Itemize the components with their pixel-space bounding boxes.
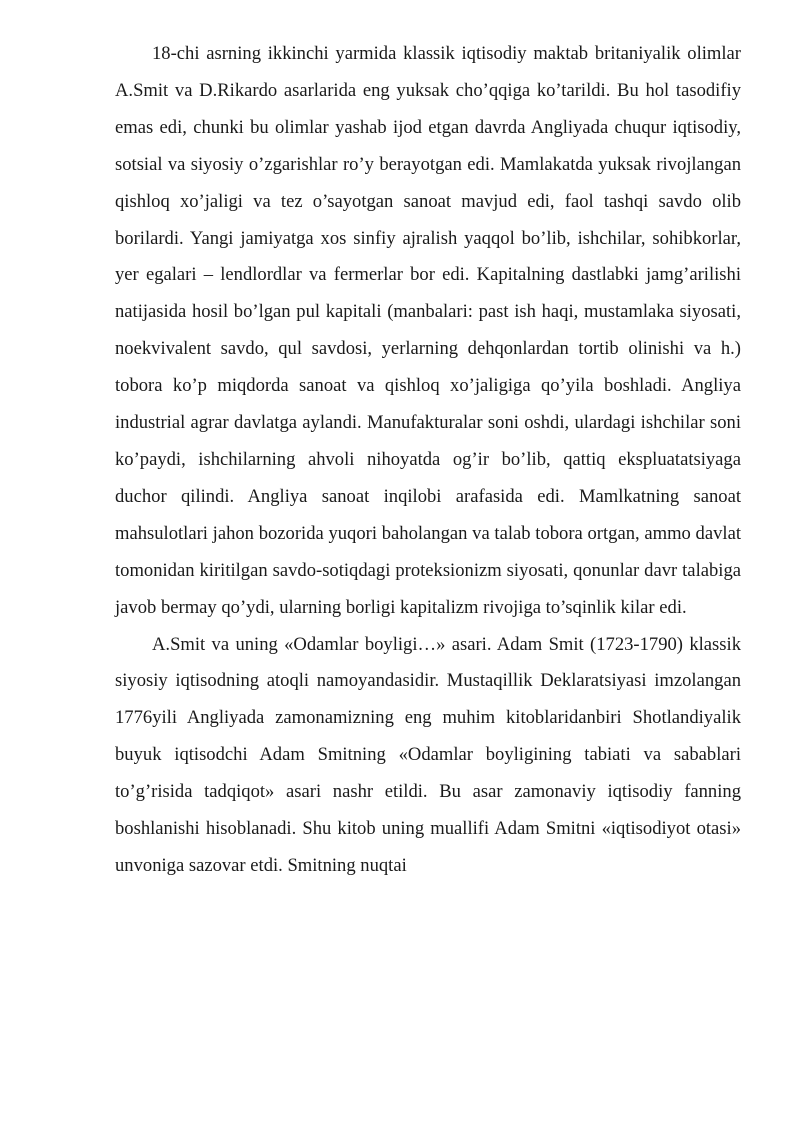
paragraph-1: 18-chi asrning ikkinchi yarmida klassik iqtisodiy maktab britaniyalik olimlar A.Smit va D.Rikardo asarlarida eng yuksak cho’qqiga ko’tarildi. Bu hol tasodifiy emas edi, chunki bu olimlar yashab ijod etgan davrda Angliyada chuqur iqtisodiy, sotsial va siyosiy o’zgarishlar ro’y berayotgan edi. Mamlakatda yuksak rivojlangan qishloq xo’jaligi va tez o’sayotgan sanoat mavjud edi, faol tashqi savdo olib borilardi. Yangi jamiyatga xos sinfiy ajralish yaqqol bo’lib, ishchilar, sohibkorlar, yer egalari – lendlordlar va fermerlar bor edi. Kapitalning dastlabki jamg’arilishi natijasida hosil bo’lgan pul kapitali (manbalari: past ish haqi, mustamlaka siyosati, noekvivalent savdo, qul savdosi, yerlarning dehqonlardan tortib olinishi va h.) tobora ko’p miqdorda sanoat va qishloq xo’jaligiga qo’yila boshladi. Angliya industrial agrar davlatga aylandi. Manufakturalar soni oshdi, ulardagi ishchilar soni ko’paydi, ishchilarning ahvoli nihoyatda og’ir bo’lib, qattiq ekspluatatsiyaga duchor qilindi. Angliya sanoat inqilobi arafasida edi. Mamlkatning sanoat mahsulotlari jahon bozorida yuqori baholangan va talab tobora ortgan, ammo davlat tomonidan kiritilgan savdo-sotiqdagi proteksionizm siyosati, qonunlar davr talabiga javob bermay qo’ydi, ularning borligi kapitalizm rivojiga to’sqinlik kilar edi.	[115, 43, 741, 618]
paragraph-2: A.Smit va uning «Odamlar boyligi…» asari. Adam Smit (1723-1790) klassik siyosiy iqtisodning atoqli namoyandasidir. Mustaqillik Deklaratsiyasi imzolangan 1776yili Angliyada zamonamizning eng muhim kitoblaridanbiri Shotlandiyalik buyuk iqtisodchi Adam Smitning «Odamlar boyligining tabiati va sabablari to’g’risida tadqiqot» asari nashr etildi. Bu asar zamonaviy iqtisodiy fanning boshlanishi hisoblanadi. Shu kitob uning muallifi Adam Smitni «iqtisodiyot otasi» unvoniga sazovar etdi. Smitning nuqtai	[115, 633, 741, 876]
document-page	[115, 36, 741, 885]
